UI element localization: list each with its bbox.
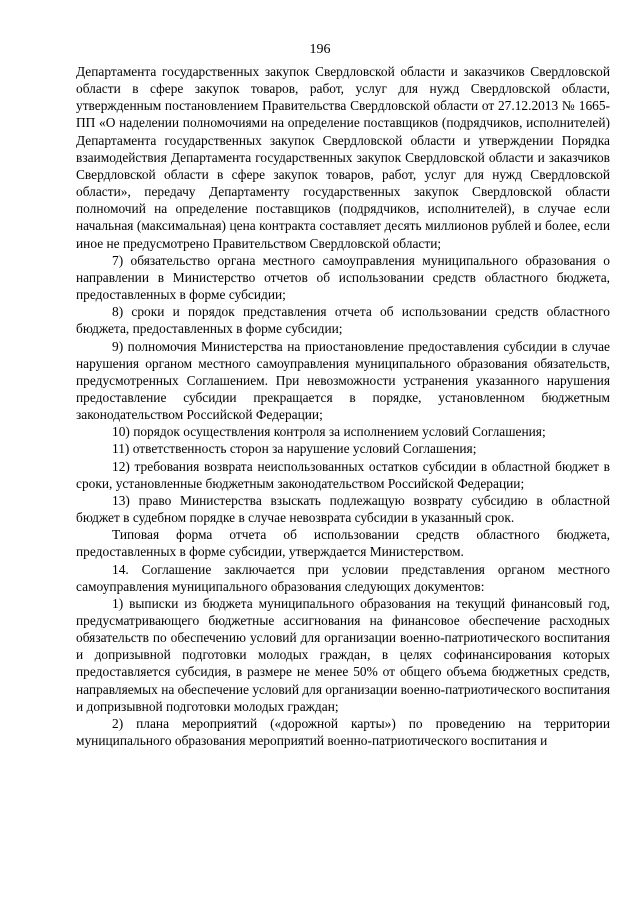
- paragraph-item-13: 13) право Министерства взыскать подлежащую возврату субсидию в областной бюджет в судебном порядке в случае невозврата субсидии в указанный срок.: [76, 492, 610, 526]
- paragraph-section-14: 14. Соглашение заключается при условии представления органом местного самоуправления муниципального образования следующих документов:: [76, 561, 610, 594]
- paragraph-item-9: 9) полномочия Министерства на приостановление предоставления субсидии в случае нарушения органом местного самоуправления муниципального образования обязательств, предусмотренных Соглашением. При невозможности устранения указанного нарушения предоставление субсидии прекращается в порядке, установленном бюджетным законодательством Российской Федерации;: [76, 338, 610, 423]
- paragraph-item-11: 11) ответственность сторон за нарушение условий Соглашения;: [112, 441, 477, 457]
- paragraph-item-10: 10) порядок осуществления контроля за исполнением условий Соглашения;: [112, 424, 546, 440]
- paragraph-continuation: Департамента государственных закупок Свердловской области и заказчиков Свердловской области в сфере закупок товаров, работ, услуг для нужд Свердловской области, утвержденным постановлением Правительства Свердловской области от 27.12.2013 № 1665-ПП «О наделении полномочиями на определение поставщиков (подрядчиков, исполнителей) Департамента государственных закупок Свердловской области и утверждении Порядка взаимодействия Департамента государственных закупок Свердловской области и заказчиков Свердловской области в сфере закупок товаров, работ, услуг для нужд Свердловской области», передачу Департаменту государственных закупок Свердловской области полномочий на определение поставщиков (подрядчиков, исполнителей), в случае если начальная (максимальная) цена контракта составляет десять миллионов рублей и более, если иное не предусмотрено Правительством Свердловской области;: [76, 64, 610, 251]
- paragraph-item-7: 7) обязательство органа местного самоуправления муниципального образования о направлении в Министерство отчетов об использовании средств областного бюджета, предоставленных в форме субсидии;: [76, 252, 610, 303]
- paragraph-report-form: Типовая форма отчета об использовании средств областного бюджета, предоставленных в форме субсидии, утверждается Министерством.: [76, 527, 610, 560]
- document-body: [76, 63, 610, 749]
- page-number: 196: [309, 42, 331, 57]
- paragraph-item-8: 8) сроки и порядок представления отчета об использовании средств областного бюджета, предоставленных в форме субсидии;: [76, 304, 610, 337]
- paragraph-subitem-2: 2) плана мероприятий («дорожной карты») по проведению на территории муниципального образования мероприятий военно-патриотического воспитания и: [76, 715, 610, 749]
- paragraph-item-12: 12) требования возврата неиспользованных остатков субсидии в областной бюджет в сроки, установленные бюджетным законодательством Российской Федерации;: [76, 458, 610, 491]
- paragraph-subitem-1: 1) выписки из бюджета муниципального образования на текущий финансовый год, предусматривающего бюджетные ассигнования на финансовое обеспечение расходных обязательств по обеспечению условий для организации военно-патриотического воспитания и допризывной подготовки молодых граждан, в целях софинансирования которых предоставляется субсидия, в размере не менее 50% от общего объема бюджетных средств, направляемых на обеспечение условий для организации военно-патриотического воспитания и допризывной подготовки молодых граждан;: [76, 595, 610, 714]
